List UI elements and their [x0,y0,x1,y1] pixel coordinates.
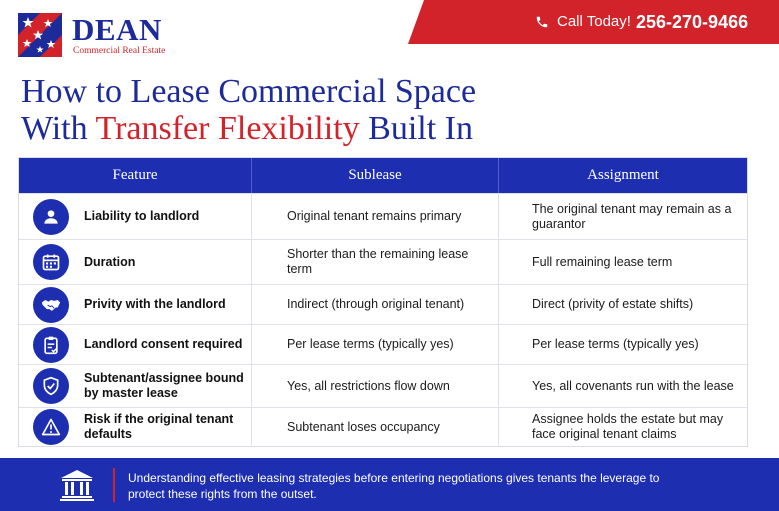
assignment-cell: Yes, all covenants run with the lease [532,378,734,393]
calendar-icon [33,244,69,280]
feature-label: Subtenant/assignee bound by master lease [84,371,244,400]
feature-cell [19,325,252,364]
feature-cell [19,365,252,407]
assignment-cell: Per lease terms (typically yes) [532,337,699,351]
table-row [19,364,747,407]
table-row [19,193,747,239]
footer-banner [0,458,779,511]
table-row [19,284,747,324]
sublease-cell: Original tenant remains primary [252,194,499,239]
person-icon [33,199,69,235]
header [0,0,779,66]
warning-icon [33,409,69,445]
title-line-2-prefix: With [21,110,96,147]
feature-label: Privity with the landlord [84,297,226,311]
comparison-table [18,157,748,447]
page-title [21,73,476,147]
stars-flag-logo-icon [18,13,62,57]
phone-number-link[interactable]: 256-270-9466 [636,12,749,32]
feature-cell [19,194,252,239]
call-label: Call Today! [557,13,631,30]
sublease-cell: Indirect (through original tenant) [252,285,499,324]
header-assignment: Assignment [587,167,659,183]
footer-divider [113,468,115,502]
logo[interactable] [18,13,62,57]
title-line-2-suffix: Built In [359,110,473,147]
brand-subtitle: Commercial Real Estate [73,46,166,56]
header-feature: Feature [19,158,252,193]
table-row [19,407,747,446]
brand-name: DEAN [72,12,162,47]
shield-check-icon [33,368,69,404]
table-row [19,239,747,284]
assignment-cell: Full remaining lease term [532,254,673,269]
handshake-icon [33,287,69,323]
feature-cell [19,285,252,324]
table-row [19,324,747,364]
table-header [19,158,747,193]
assignment-cell: Assignee holds the estate but may face original tenant claims [532,412,724,441]
phone-icon [535,15,549,29]
assignment-cell: Direct (privity of estate shifts) [532,297,694,311]
feature-label: Duration [84,254,136,269]
assignment-cell: The original tenant may remain as a guarantor [532,201,732,231]
feature-label: Risk if the original tenant defaults [84,412,234,441]
sublease-cell: Subtenant loses occupancy [252,408,499,446]
sublease-cell: Shorter than the remaining lease term [252,240,499,284]
title-accent: Transfer Flexibility [95,110,360,147]
sublease-cell: Yes, all restrictions flow down [252,365,499,407]
feature-label: Liability to landlord [84,209,200,223]
feature-cell [19,408,252,446]
feature-label: Landlord consent required [84,337,243,351]
sublease-cell: Per lease terms (typically yes) [252,325,499,364]
clipboard-check-icon [33,327,69,363]
bank-building-icon [60,469,94,501]
header-sublease: Sublease [252,158,499,193]
feature-cell [19,240,252,284]
footer-text: Understanding effective leasing strategies before entering negotiations gives tenants the leverage to protect these rights from the outset. [128,471,660,501]
title-line-1: How to Lease Commercial Space [21,73,477,110]
